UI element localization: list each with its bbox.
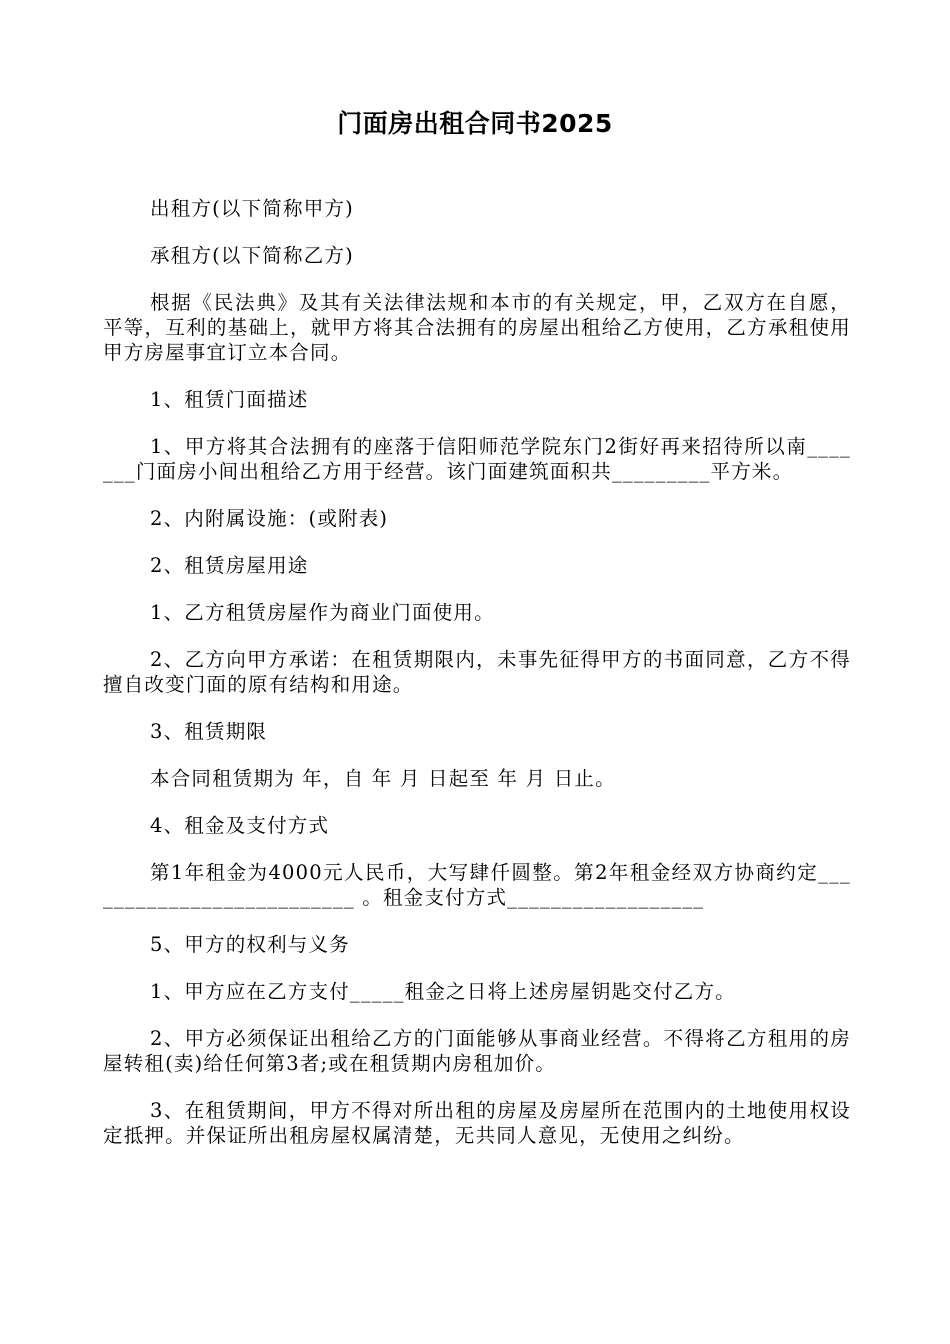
- paragraph-lessor-duty-3: 3、在租赁期间，甲方不得对所出租的房屋及房屋所在范围内的土地使用权设定抵押。并保证所出租房屋权属清楚，无共同人意见，无使用之纠纷。: [103, 1099, 851, 1147]
- section-heading-5: 5、甲方的权利与义务: [150, 933, 350, 956]
- paragraph-preamble: 根据《民法典》及其有关法律法规和本市的有关规定，甲，乙双方在自愿，平等，互利的基础上，就甲方将其合法拥有的房屋出租给乙方使用，乙方承租使用甲方房屋事宜订立本合同。: [103, 291, 851, 364]
- paragraph-facilities: 2、内附属设施：(或附表): [150, 507, 389, 530]
- paragraph-lessor-duty-1: 1、甲方应在乙方支付_____租金之日将上述房屋钥匙交付乙方。: [150, 980, 736, 1003]
- section-heading-2: 2、租赁房屋用途: [150, 554, 309, 577]
- paragraph-usage-2: 2、乙方向甲方承诺：在租赁期限内，未事先征得甲方的书面同意，乙方不得擅自改变门面的原有结构和用途。: [103, 648, 851, 696]
- paragraph-rent: 第1年租金为4000元人民币，大写肆仟圆整。第2年租金经双方协商约定__________________________ 。租金支付方式__________________: [103, 861, 851, 909]
- section-heading-3: 3、租赁期限: [150, 720, 268, 743]
- paragraph-premises: 1、甲方将其合法拥有的座落于信阳师范学院东门2街好再来招待所以南_______门面房小间出租给乙方用于经营。该门面建筑面积共_________平方米。: [103, 435, 851, 483]
- section-heading-4: 4、租金及支付方式: [150, 814, 330, 837]
- document-body: [103, 196, 851, 1170]
- paragraph-usage-1: 1、乙方租赁房屋作为商业门面使用。: [150, 601, 495, 624]
- document-title: 门面房出租合同书2025: [337, 109, 613, 138]
- paragraph-lessor-duty-2: 2、甲方必须保证出租给乙方的门面能够从事商业经营。不得将乙方租用的房屋转租(卖)给任何第3者;或在租赁期内房租加价。: [103, 1027, 851, 1075]
- paragraph-lessor: 出租方(以下简称甲方): [150, 197, 354, 220]
- paragraph-lessee: 承租方(以下简称乙方): [150, 244, 354, 267]
- paragraph-term: 本合同租赁期为 年，自 年 月 日起至 年 月 日止。: [150, 767, 616, 790]
- section-heading-1: 1、租赁门面描述: [150, 388, 309, 411]
